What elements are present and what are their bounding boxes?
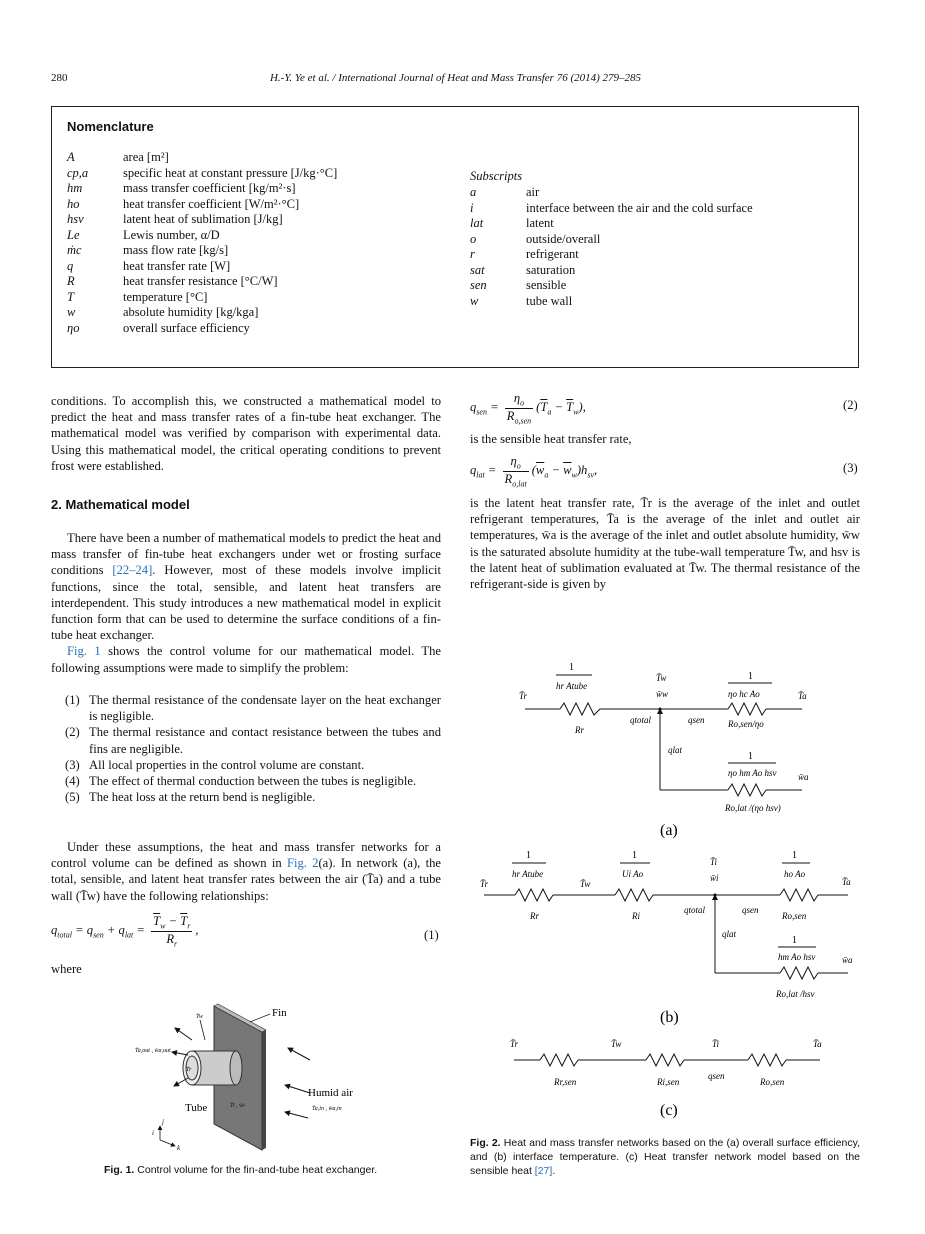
list-item-text: The effect of thermal conduction between the tubes is negligible. — [89, 774, 417, 789]
equation-2-number: (2) — [843, 398, 858, 412]
nomenclature-definition: area [m²] — [123, 150, 169, 164]
svg-text:w̄a: w̄a — [842, 955, 853, 965]
svg-text:Ro,sen/ηo: Ro,sen/ηo — [728, 719, 764, 729]
nomenclature-symbol: q — [67, 258, 74, 273]
svg-text:1: 1 — [632, 850, 637, 861]
nomenclature-definition: heat transfer rate [W] — [123, 258, 231, 273]
nomenclature-definition: tube wall — [526, 293, 573, 308]
nomenclature-symbol: lat — [470, 216, 484, 230]
svg-text:qsen: qsen — [742, 905, 759, 915]
svg-text:1: 1 — [748, 671, 753, 682]
svg-text:hr Atube: hr Atube — [512, 869, 544, 879]
svg-text:w̄a: w̄a — [798, 772, 809, 782]
svg-text:1: 1 — [792, 850, 797, 861]
nomenclature-definition: Lewis number, α/D — [123, 227, 220, 242]
svg-text:ηo hc Ao: ηo hc Ao — [728, 689, 760, 699]
svg-text:T̄a,out , w̄a,out: T̄a,out , w̄a,out — [135, 1048, 171, 1054]
svg-text:1: 1 — [748, 751, 753, 762]
svg-text:Ro,sen: Ro,sen — [782, 911, 807, 921]
svg-text:T̄w: T̄w — [611, 1039, 622, 1049]
svg-text:T̄w: T̄w — [656, 673, 667, 683]
nomenclature-symbol: w — [470, 293, 479, 308]
nomenclature-symbol: o — [470, 231, 477, 246]
list-item-text: The thermal resistance of the condensate layer on the heat exchanger is negligible. — [89, 693, 441, 724]
svg-text:ηo hm Ao hsv: ηo hm Ao hsv — [728, 768, 777, 778]
page-number: 280 — [51, 72, 68, 84]
nomenclature-symbol: r — [470, 247, 475, 261]
nomenclature-definition: latent heat of sublimation [J/kg] — [123, 212, 283, 226]
svg-text:qtotal: qtotal — [684, 905, 706, 915]
nomenclature-symbol: ηo — [67, 320, 80, 335]
svg-text:qsen: qsen — [708, 1071, 725, 1081]
fig1-label-tube: Tube — [185, 1102, 208, 1114]
nomenclature-definition: air — [526, 185, 540, 199]
nomenclature-definition: refrigerant — [526, 247, 579, 261]
nomenclature-title: Nomenclature — [67, 119, 154, 134]
list-item-number: (4) — [65, 774, 80, 789]
svg-text:Rr: Rr — [575, 725, 584, 735]
svg-text:j: j — [162, 1118, 164, 1126]
left-paragraph-4: Under these assumptions, the heat and mass transfer networks for a control volume can be defined as shown in Fig. 2(a). In network (a), the total, sensible, and latent heat transfer rates between the air (T̄a) and a tube wall (T̄w) have the following relationships: — [51, 840, 441, 903]
nomenclature-definition: temperature [°C] — [123, 289, 208, 304]
svg-text:T̄i: T̄i — [712, 1039, 720, 1049]
fig2-caption: Fig. 2. Heat and mass transfer networks based on the (a) overall surface efficiency, and (b) interface temperature. (c) Heat transfer network model based on the sensible heat [27]. — [470, 1137, 860, 1177]
fig1-label-fin: Fin — [272, 1007, 287, 1019]
network-c — [510, 1039, 822, 1119]
journal-citation: H.-Y. Ye et al. / International Journal of Heat and Mass Transfer 76 (2014) 279–285 — [269, 72, 642, 84]
svg-text:qtotal: qtotal — [630, 715, 652, 725]
svg-text:w̄w: w̄w — [656, 689, 669, 699]
list-item-number: (2) — [65, 725, 80, 740]
fig1-control-volume-illustration — [130, 1000, 370, 1155]
network-b — [480, 850, 853, 1026]
nomenclature-symbol: A — [67, 150, 75, 164]
svg-text:T̄i , w̄i: T̄i , w̄i — [230, 1103, 245, 1109]
svg-text:T̄r: T̄r — [519, 691, 528, 701]
ref-link-27[interactable]: [27] — [534, 1165, 553, 1177]
svg-text:T̄w: T̄w — [580, 879, 591, 889]
nomenclature-definition: interface between the air and the cold surface — [526, 200, 753, 215]
nomenclature-symbol: a — [470, 185, 477, 199]
list-item-number: (1) — [65, 693, 80, 707]
list-item — [51, 773, 441, 789]
text-sensible: is the sensible heat transfer rate, — [470, 432, 632, 446]
list-item — [51, 692, 441, 724]
svg-text:hr Atube: hr Atube — [556, 681, 588, 691]
list-item-number: (3) — [65, 757, 80, 772]
nomenclature-symbol: Le — [67, 227, 80, 242]
fig2-label-a: (a) — [660, 822, 678, 839]
nomenclature-definition: outside/overall — [526, 231, 601, 246]
equation-1-number: (1) — [424, 928, 439, 942]
fig2-networks — [470, 655, 862, 1125]
svg-text:Rr,sen: Rr,sen — [554, 1077, 577, 1087]
svg-text:T̄a,in , w̄a,in: T̄a,in , w̄a,in — [312, 1106, 342, 1112]
nomenclature-symbol: hsv — [67, 212, 84, 226]
svg-text:T̄w: T̄w — [196, 1014, 203, 1020]
nomenclature-symbol: R — [67, 274, 75, 288]
nomenclature-symbol: sat — [470, 262, 485, 277]
svg-text:Ro,lat /(ηo hsv): Ro,lat /(ηo hsv) — [725, 803, 781, 813]
svg-text:qlat: qlat — [722, 929, 737, 939]
nomenclature-definition: mass flow rate [kg/s] — [123, 243, 229, 257]
svg-text:T̄r: T̄r — [510, 1039, 519, 1049]
where-text: where — [51, 962, 82, 976]
equation-2: $q_{sen}$ = $\frac{\eta_o}{R_{o,sen}}$ $(\overline{T}_a - \overline{T}_w)$, — [470, 391, 586, 426]
list-item-number: (5) — [65, 790, 80, 805]
svg-text:T̄a: T̄a — [842, 877, 851, 887]
nomenclature-definition: heat transfer coefficient [W/m²·°C] — [123, 196, 300, 211]
nomenclature-definition: heat transfer resistance [°C/W] — [123, 274, 278, 288]
svg-text:qlat: qlat — [668, 745, 683, 755]
left-paragraph-2: There have been a number of mathematical models to predict the heat and mass transfer of fin-tube heat exchangers under wet or frosting surface conditions [22–24]. However, most of these models involve implicit functions, since the total, sensible, and latent heat transfers are interdependent. This study introduces a new mathematical model in explicit function form that can be used to determine the surface conditions of a fin-tube heat exchanger. Fig. 1 shows the control volume for our mathematical model. The following assumptions were made to simplify the problem: — [51, 531, 441, 675]
svg-text:1: 1 — [792, 935, 797, 946]
nomenclature-symbol: T — [67, 289, 74, 304]
svg-text:T̄a: T̄a — [813, 1039, 822, 1049]
network-a — [519, 662, 809, 839]
list-item-text: The heat loss at the return bend is negligible. — [89, 790, 316, 805]
equation-1: $q_{total} = q_{sen} + q_{lat}$ = $\frac{\overline{T}_w - \overline{T}_r}{R_r}$ , — [51, 914, 199, 949]
list-item — [51, 757, 441, 773]
svg-text:i: i — [152, 1129, 154, 1137]
fig1-caption: Fig. 1. Control volume for the fin-and-tube heat exchanger. — [104, 1164, 378, 1176]
svg-text:w̄i: w̄i — [710, 873, 719, 883]
right-paragraph: is the latent heat transfer rate, T̄r is the average of the inlet and outlet refrigerant temperatures, T̄a is the average of the inlet and outlet air temperatures, w̄a is the average of the inlet and outlet absolute humidity, w̄w is the saturated absolute humidity at the tube-wall temperature T̄w, and hsv is the latent heat of sublimation evaluated at T̄w. The thermal resistance of the refrigerant-side is given by — [470, 496, 860, 592]
nomenclature-symbol: hm — [67, 181, 83, 195]
svg-text:1: 1 — [569, 662, 574, 673]
svg-text:1: 1 — [526, 850, 531, 861]
fig1-label-humid-air: Humid air — [308, 1087, 353, 1099]
fig2-link[interactable]: Fig. 2 — [286, 856, 319, 871]
svg-text:T̄r: T̄r — [186, 1067, 192, 1073]
nomenclature-definition: specific heat at constant pressure [J/kg·°C] — [123, 165, 338, 180]
nomenclature-definition: sensible — [526, 278, 567, 292]
equation-3-number: (3) — [843, 461, 858, 475]
svg-text:Ui Ao: Ui Ao — [622, 869, 644, 879]
nomenclature-symbol: w — [67, 305, 76, 319]
svg-text:T̄r: T̄r — [480, 879, 489, 889]
fig1-link[interactable]: Fig. 1 — [67, 644, 101, 659]
nomenclature-definition: latent — [526, 216, 554, 230]
svg-text:Ro,lat /hsv: Ro,lat /hsv — [776, 989, 815, 999]
list-item-text: The thermal resistance and contact resistance between the tubes and fins are negligible. — [89, 725, 441, 756]
nomenclature-definition: overall surface efficiency — [123, 320, 250, 335]
list-item-text: All local properties in the control volume are constant. — [89, 757, 365, 772]
left-paragraph-1: conditions. To accomplish this, we constructed a mathematical model to predict the heat and mass transfer rates of a fin-tube heat exchanger. The mathematical model was verified by comparison with experimental data. Using this mathematical model, the critical operating conditions to prevent frost were established. — [51, 394, 441, 473]
svg-text:T̄i: T̄i — [710, 857, 718, 867]
list-item — [51, 789, 441, 805]
svg-text:k: k — [177, 1144, 181, 1152]
subscripts-title: Subscripts — [470, 169, 523, 183]
section-title: 2. Mathematical model — [51, 497, 190, 512]
nomenclature-symbol: cp,a — [67, 165, 89, 180]
nomenclature-box — [51, 106, 859, 368]
fig2-label-b: (b) — [660, 1009, 679, 1026]
fig2-label-c: (c) — [660, 1102, 678, 1119]
nomenclature-symbol: ho — [67, 196, 80, 211]
equation-3: $q_{lat}$ = $\frac{\eta_o}{R_{o,lat}}$ $(\overline{w}_a - \overline{w}_w)h_{sv}$, — [470, 454, 598, 489]
nomenclature-definition: absolute humidity [kg/kga] — [123, 305, 259, 319]
svg-text:ho Ao: ho Ao — [784, 869, 806, 879]
svg-text:Ro,sen: Ro,sen — [760, 1077, 785, 1087]
list-item — [51, 724, 441, 756]
nomenclature-definition: saturation — [526, 262, 576, 277]
svg-text:Ri: Ri — [632, 911, 640, 921]
svg-text:Ri,sen: Ri,sen — [657, 1077, 680, 1087]
ref-link-22-24[interactable]: [22–24] — [112, 563, 153, 578]
svg-text:Rr: Rr — [530, 911, 539, 921]
assumption-list — [51, 692, 441, 805]
svg-text:qsen: qsen — [688, 715, 705, 725]
nomenclature-symbol: i — [470, 200, 474, 215]
svg-text:hm Ao hsv: hm Ao hsv — [778, 952, 816, 962]
svg-text:T̄a: T̄a — [798, 691, 807, 701]
nomenclature-symbol: ṁc — [67, 243, 82, 257]
nomenclature-definition: mass transfer coefficient [kg/m²·s] — [123, 181, 296, 195]
nomenclature-symbol: sen — [470, 278, 487, 292]
